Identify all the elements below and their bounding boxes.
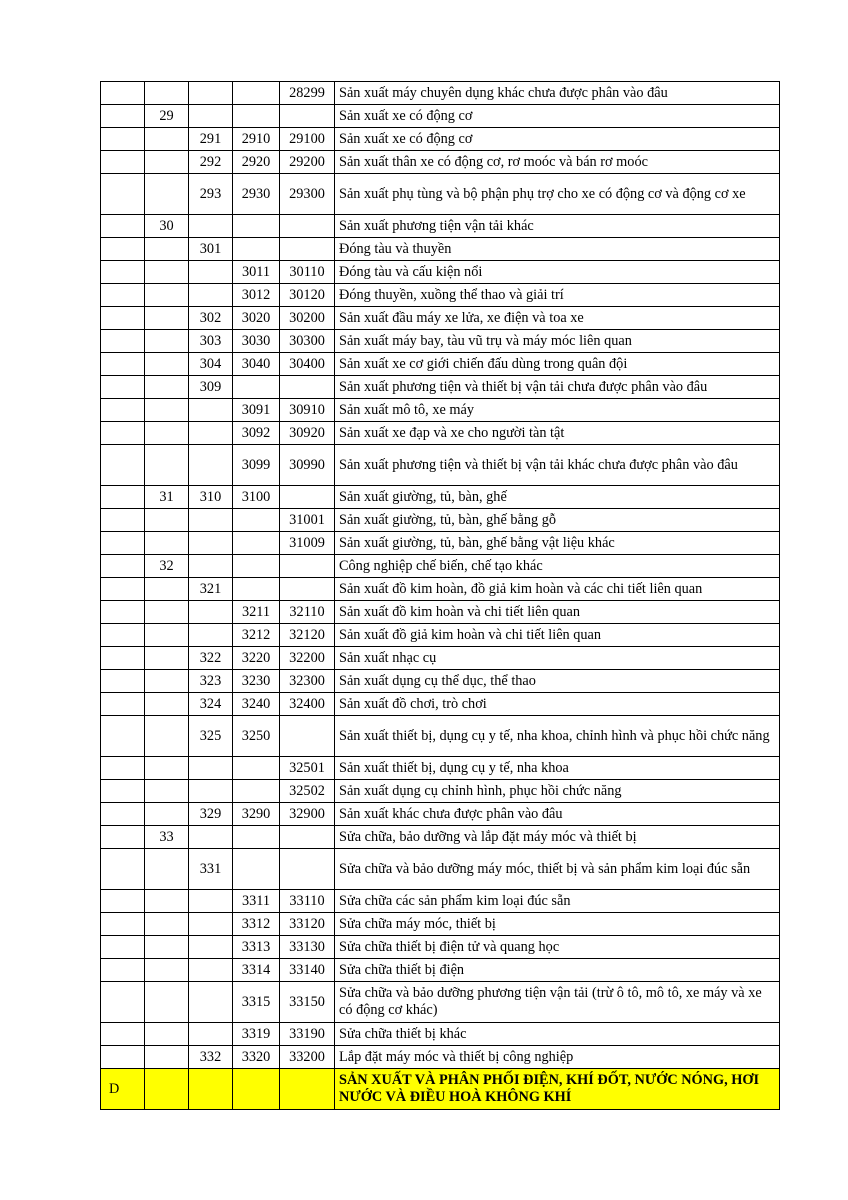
code-level-cell: 30300 — [280, 330, 335, 353]
code-level-cell: 3030 — [233, 330, 280, 353]
code-level-cell: 3211 — [233, 601, 280, 624]
code-level-cell — [101, 601, 145, 624]
code-level-cell: 33150 — [280, 982, 335, 1023]
code-level-cell — [233, 826, 280, 849]
code-level-cell — [145, 716, 189, 757]
code-level-cell: 3315 — [233, 982, 280, 1023]
code-level-cell — [145, 151, 189, 174]
code-level-cell — [145, 238, 189, 261]
table-row — [101, 376, 780, 399]
industry-name-cell: Sản xuất thiết bị, dụng cụ y tế, nha khoa, chỉnh hình và phục hồi chức năng — [335, 716, 780, 757]
code-level-cell — [101, 1046, 145, 1069]
code-level-cell — [101, 959, 145, 982]
code-level-cell: 2910 — [233, 128, 280, 151]
code-level-cell — [145, 445, 189, 486]
table-row — [101, 399, 780, 422]
code-level-cell: 30200 — [280, 307, 335, 330]
code-level-cell — [233, 532, 280, 555]
industry-name-cell: Sản xuất khác chưa được phân vào đâu — [335, 803, 780, 826]
table-row — [101, 693, 780, 716]
code-level-cell — [101, 174, 145, 215]
code-level-cell — [145, 422, 189, 445]
code-level-cell — [101, 307, 145, 330]
code-level-cell: 33130 — [280, 936, 335, 959]
code-level-cell: 3319 — [233, 1023, 280, 1046]
code-level-cell: 3230 — [233, 670, 280, 693]
code-level-cell — [145, 284, 189, 307]
code-level-cell — [101, 670, 145, 693]
table-row — [101, 890, 780, 913]
code-level-cell — [233, 555, 280, 578]
code-level-cell: 303 — [189, 330, 233, 353]
code-level-cell — [101, 486, 145, 509]
code-level-cell: 291 — [189, 128, 233, 151]
code-level-cell: 331 — [189, 849, 233, 890]
industry-name-cell: Sản xuất đồ kim hoàn và chi tiết liên quan — [335, 601, 780, 624]
section-code-cell: D — [101, 1069, 145, 1110]
code-level-cell: 30990 — [280, 445, 335, 486]
code-level-cell — [101, 936, 145, 959]
code-level-cell — [145, 693, 189, 716]
code-level-cell — [189, 913, 233, 936]
code-level-cell — [280, 849, 335, 890]
code-level-cell — [145, 376, 189, 399]
code-level-cell: 2930 — [233, 174, 280, 215]
code-level-cell — [189, 936, 233, 959]
code-level-cell — [233, 82, 280, 105]
code-level-cell: 32200 — [280, 647, 335, 670]
code-level-cell: 29300 — [280, 174, 335, 215]
code-level-cell — [101, 624, 145, 647]
code-level-cell: 33190 — [280, 1023, 335, 1046]
table-row — [101, 330, 780, 353]
industry-name-cell: Sửa chữa thiết bị khác — [335, 1023, 780, 1046]
industry-name-cell: Sản xuất giường, tủ, bàn, ghế bằng vật liệu khác — [335, 532, 780, 555]
code-level-cell — [233, 238, 280, 261]
code-level-cell: 33120 — [280, 913, 335, 936]
code-level-cell: 31001 — [280, 509, 335, 532]
industry-name-cell: Sản xuất phương tiện và thiết bị vận tải khác chưa được phân vào đâu — [335, 445, 780, 486]
code-level-cell: 321 — [189, 578, 233, 601]
section-title-cell: SẢN XUẤT VÀ PHÂN PHỐI ĐIỆN, KHÍ ĐỐT, NƯỚC NÓNG, HƠI NƯỚC VÀ ĐIỀU HOÀ KHÔNG KHÍ — [335, 1069, 780, 1110]
table-row — [101, 780, 780, 803]
code-level-cell: 3012 — [233, 284, 280, 307]
code-level-cell — [101, 509, 145, 532]
code-level-cell: 3250 — [233, 716, 280, 757]
code-level-cell — [145, 1046, 189, 1069]
code-level-cell — [189, 445, 233, 486]
table-row — [101, 509, 780, 532]
code-level-cell — [145, 82, 189, 105]
industry-name-cell: Công nghiệp chế biến, chế tạo khác — [335, 555, 780, 578]
industry-name-cell: Sản xuất giường, tủ, bàn, ghế — [335, 486, 780, 509]
table-row — [101, 982, 780, 1023]
code-level-cell: 3040 — [233, 353, 280, 376]
code-level-cell: 3212 — [233, 624, 280, 647]
code-level-cell — [145, 780, 189, 803]
code-level-cell: 3314 — [233, 959, 280, 982]
table-row — [101, 959, 780, 982]
industry-name-cell: Sửa chữa các sản phẩm kim loại đúc sẵn — [335, 890, 780, 913]
industry-name-cell: Sửa chữa và bảo dưỡng máy móc, thiết bị và sản phẩm kim loại đúc sẵn — [335, 849, 780, 890]
code-level-cell: 29200 — [280, 151, 335, 174]
industry-name-cell: Sản xuất đồ giả kim hoàn và chi tiết liên quan — [335, 624, 780, 647]
industry-name-cell: Sản xuất đồ chơi, trò chơi — [335, 693, 780, 716]
industry-name-cell: Sản xuất dụng cụ chỉnh hình, phục hồi chức năng — [335, 780, 780, 803]
table-row — [101, 353, 780, 376]
code-level-cell: 28299 — [280, 82, 335, 105]
code-level-cell: 3011 — [233, 261, 280, 284]
table-row — [101, 238, 780, 261]
code-level-cell — [233, 578, 280, 601]
industry-name-cell: Sửa chữa thiết bị điện — [335, 959, 780, 982]
code-level-cell — [189, 555, 233, 578]
code-level-cell — [280, 486, 335, 509]
code-level-cell: 3313 — [233, 936, 280, 959]
table-row — [101, 105, 780, 128]
code-level-cell — [280, 826, 335, 849]
code-level-cell — [189, 105, 233, 128]
code-level-cell: 29 — [145, 105, 189, 128]
table-row — [101, 913, 780, 936]
empty-cell — [189, 1069, 233, 1110]
table-row — [101, 716, 780, 757]
code-level-cell — [280, 578, 335, 601]
code-level-cell: 29100 — [280, 128, 335, 151]
code-level-cell: 323 — [189, 670, 233, 693]
code-level-cell — [101, 803, 145, 826]
table-row — [101, 128, 780, 151]
code-level-cell — [145, 757, 189, 780]
table-row — [101, 670, 780, 693]
industry-name-cell: Sản xuất xe cơ giới chiến đấu dùng trong quân đội — [335, 353, 780, 376]
code-level-cell — [145, 624, 189, 647]
code-level-cell: 33110 — [280, 890, 335, 913]
table-row — [101, 624, 780, 647]
code-level-cell — [145, 647, 189, 670]
code-level-cell: 32 — [145, 555, 189, 578]
industry-name-cell: Sản xuất máy bay, tàu vũ trụ và máy móc liên quan — [335, 330, 780, 353]
code-level-cell: 30 — [145, 215, 189, 238]
code-level-cell — [101, 238, 145, 261]
code-level-cell — [101, 82, 145, 105]
code-level-cell: 3240 — [233, 693, 280, 716]
table-row — [101, 1023, 780, 1046]
code-level-cell — [145, 803, 189, 826]
code-level-cell: 325 — [189, 716, 233, 757]
code-level-cell: 30120 — [280, 284, 335, 307]
code-level-cell — [101, 215, 145, 238]
code-level-cell — [101, 555, 145, 578]
code-level-cell: 3320 — [233, 1046, 280, 1069]
code-level-cell — [101, 422, 145, 445]
code-level-cell — [101, 376, 145, 399]
table-row — [101, 82, 780, 105]
code-level-cell — [101, 1023, 145, 1046]
table-row — [101, 578, 780, 601]
code-level-cell — [101, 716, 145, 757]
code-level-cell — [101, 578, 145, 601]
code-level-cell — [189, 826, 233, 849]
code-level-cell: 302 — [189, 307, 233, 330]
industry-name-cell: Sửa chữa thiết bị điện tử và quang học — [335, 936, 780, 959]
empty-cell — [233, 1069, 280, 1110]
code-level-cell — [101, 693, 145, 716]
table-row — [101, 261, 780, 284]
code-level-cell — [280, 376, 335, 399]
code-level-cell — [145, 959, 189, 982]
code-level-cell: 3020 — [233, 307, 280, 330]
table-row — [101, 422, 780, 445]
code-level-cell — [145, 307, 189, 330]
industry-code-table — [100, 81, 780, 1110]
code-level-cell: 31009 — [280, 532, 335, 555]
industry-name-cell: Sản xuất phụ tùng và bộ phận phụ trợ cho xe có động cơ và động cơ xe — [335, 174, 780, 215]
code-level-cell: 32110 — [280, 601, 335, 624]
code-level-cell — [189, 509, 233, 532]
code-level-cell — [101, 151, 145, 174]
code-level-cell: 304 — [189, 353, 233, 376]
table-row — [101, 174, 780, 215]
code-level-cell — [145, 849, 189, 890]
table-row — [101, 826, 780, 849]
industry-name-cell: Sản xuất phương tiện và thiết bị vận tải chưa được phân vào đâu — [335, 376, 780, 399]
table-row — [101, 307, 780, 330]
table-row — [101, 151, 780, 174]
section-row — [101, 1069, 780, 1110]
table-row — [101, 532, 780, 555]
industry-name-cell: Sản xuất đồ kim hoàn, đồ giả kim hoàn và các chi tiết liên quan — [335, 578, 780, 601]
code-level-cell — [280, 215, 335, 238]
code-level-cell — [101, 261, 145, 284]
code-level-cell — [189, 757, 233, 780]
code-level-cell: 329 — [189, 803, 233, 826]
code-level-cell — [101, 982, 145, 1023]
table-row — [101, 215, 780, 238]
code-level-cell: 32502 — [280, 780, 335, 803]
industry-name-cell: Sửa chữa và bảo dưỡng phương tiện vận tải (trừ ô tô, mô tô, xe máy và xe có động cơ khác) — [335, 982, 780, 1023]
code-level-cell — [189, 261, 233, 284]
industry-name-cell: Sản xuất đầu máy xe lửa, xe điện và toa xe — [335, 307, 780, 330]
code-level-cell — [145, 601, 189, 624]
empty-cell — [280, 1069, 335, 1110]
code-level-cell: 30400 — [280, 353, 335, 376]
code-level-cell: 293 — [189, 174, 233, 215]
code-level-cell — [145, 936, 189, 959]
code-level-cell: 309 — [189, 376, 233, 399]
code-level-cell — [189, 422, 233, 445]
industry-name-cell: Sản xuất thiết bị, dụng cụ y tế, nha khoa — [335, 757, 780, 780]
code-level-cell — [189, 532, 233, 555]
code-level-cell: 3311 — [233, 890, 280, 913]
code-level-cell — [189, 601, 233, 624]
code-level-cell: 3100 — [233, 486, 280, 509]
code-level-cell: 3091 — [233, 399, 280, 422]
code-level-cell — [101, 105, 145, 128]
code-level-cell: 33200 — [280, 1046, 335, 1069]
code-level-cell — [145, 399, 189, 422]
code-level-cell — [101, 445, 145, 486]
code-level-cell: 301 — [189, 238, 233, 261]
industry-name-cell: Sửa chữa máy móc, thiết bị — [335, 913, 780, 936]
code-level-cell — [189, 82, 233, 105]
code-level-cell — [145, 330, 189, 353]
code-level-cell — [189, 959, 233, 982]
code-level-cell — [101, 532, 145, 555]
code-level-cell: 332 — [189, 1046, 233, 1069]
code-level-cell: 30920 — [280, 422, 335, 445]
code-level-cell — [280, 238, 335, 261]
industry-name-cell: Sản xuất xe đạp và xe cho người tàn tật — [335, 422, 780, 445]
industry-name-cell: Sản xuất giường, tủ, bàn, ghế bằng gỗ — [335, 509, 780, 532]
table-row — [101, 1046, 780, 1069]
code-level-cell — [189, 215, 233, 238]
code-level-cell — [233, 849, 280, 890]
code-level-cell — [189, 780, 233, 803]
code-level-cell: 32501 — [280, 757, 335, 780]
code-level-cell — [233, 780, 280, 803]
code-level-cell — [101, 128, 145, 151]
code-level-cell — [145, 890, 189, 913]
code-level-cell: 30110 — [280, 261, 335, 284]
code-level-cell: 310 — [189, 486, 233, 509]
table-row — [101, 803, 780, 826]
industry-name-cell: Sản xuất xe có động cơ — [335, 128, 780, 151]
table-body — [101, 82, 780, 1110]
industry-name-cell: Sản xuất mô tô, xe máy — [335, 399, 780, 422]
industry-name-cell: Đóng thuyền, xuồng thể thao và giải trí — [335, 284, 780, 307]
code-level-cell — [189, 982, 233, 1023]
table-row — [101, 936, 780, 959]
table-row — [101, 849, 780, 890]
industry-name-cell: Đóng tàu và thuyền — [335, 238, 780, 261]
industry-name-cell: Sản xuất xe có động cơ — [335, 105, 780, 128]
code-level-cell — [101, 399, 145, 422]
code-level-cell — [189, 890, 233, 913]
code-level-cell — [101, 353, 145, 376]
table-row — [101, 601, 780, 624]
code-level-cell: 30910 — [280, 399, 335, 422]
code-level-cell — [101, 330, 145, 353]
code-level-cell: 2920 — [233, 151, 280, 174]
code-level-cell — [145, 1023, 189, 1046]
table-row — [101, 445, 780, 486]
code-level-cell: 33 — [145, 826, 189, 849]
code-level-cell — [101, 284, 145, 307]
code-level-cell: 32120 — [280, 624, 335, 647]
code-level-cell: 3099 — [233, 445, 280, 486]
code-level-cell — [189, 284, 233, 307]
code-level-cell: 3092 — [233, 422, 280, 445]
code-level-cell — [101, 757, 145, 780]
code-level-cell — [233, 509, 280, 532]
industry-name-cell: Sản xuất máy chuyên dụng khác chưa được phân vào đâu — [335, 82, 780, 105]
code-level-cell: 32900 — [280, 803, 335, 826]
code-level-cell: 322 — [189, 647, 233, 670]
table-row — [101, 486, 780, 509]
code-level-cell — [101, 826, 145, 849]
code-level-cell — [145, 353, 189, 376]
code-level-cell — [145, 128, 189, 151]
code-level-cell — [145, 670, 189, 693]
industry-name-cell: Sản xuất phương tiện vận tải khác — [335, 215, 780, 238]
code-level-cell: 3220 — [233, 647, 280, 670]
code-level-cell — [189, 1023, 233, 1046]
code-level-cell — [145, 578, 189, 601]
code-level-cell — [233, 215, 280, 238]
table-row — [101, 284, 780, 307]
code-level-cell — [145, 913, 189, 936]
code-level-cell — [145, 261, 189, 284]
code-level-cell — [233, 105, 280, 128]
code-level-cell: 32400 — [280, 693, 335, 716]
code-level-cell: 324 — [189, 693, 233, 716]
code-level-cell: 292 — [189, 151, 233, 174]
code-level-cell: 32300 — [280, 670, 335, 693]
table-row — [101, 555, 780, 578]
industry-name-cell: Sửa chữa, bảo dưỡng và lắp đặt máy móc và thiết bị — [335, 826, 780, 849]
code-level-cell — [145, 532, 189, 555]
code-level-cell — [145, 982, 189, 1023]
code-level-cell — [101, 647, 145, 670]
code-level-cell — [233, 757, 280, 780]
code-level-cell — [233, 376, 280, 399]
code-level-cell — [280, 105, 335, 128]
code-level-cell — [101, 890, 145, 913]
code-level-cell — [101, 780, 145, 803]
code-level-cell — [189, 624, 233, 647]
industry-name-cell: Sản xuất dụng cụ thể dục, thể thao — [335, 670, 780, 693]
industry-name-cell: Sản xuất nhạc cụ — [335, 647, 780, 670]
code-level-cell — [189, 399, 233, 422]
industry-name-cell: Lắp đặt máy móc và thiết bị công nghiệp — [335, 1046, 780, 1069]
industry-name-cell: Đóng tàu và cấu kiện nổi — [335, 261, 780, 284]
code-level-cell — [101, 849, 145, 890]
code-level-cell — [145, 174, 189, 215]
code-level-cell — [280, 716, 335, 757]
table-row — [101, 757, 780, 780]
code-level-cell: 3312 — [233, 913, 280, 936]
industry-name-cell: Sản xuất thân xe có động cơ, rơ moóc và bán rơ moóc — [335, 151, 780, 174]
code-level-cell — [280, 555, 335, 578]
code-level-cell: 31 — [145, 486, 189, 509]
code-level-cell — [101, 913, 145, 936]
code-level-cell: 33140 — [280, 959, 335, 982]
table-row — [101, 647, 780, 670]
code-level-cell: 3290 — [233, 803, 280, 826]
empty-cell — [145, 1069, 189, 1110]
code-level-cell — [145, 509, 189, 532]
